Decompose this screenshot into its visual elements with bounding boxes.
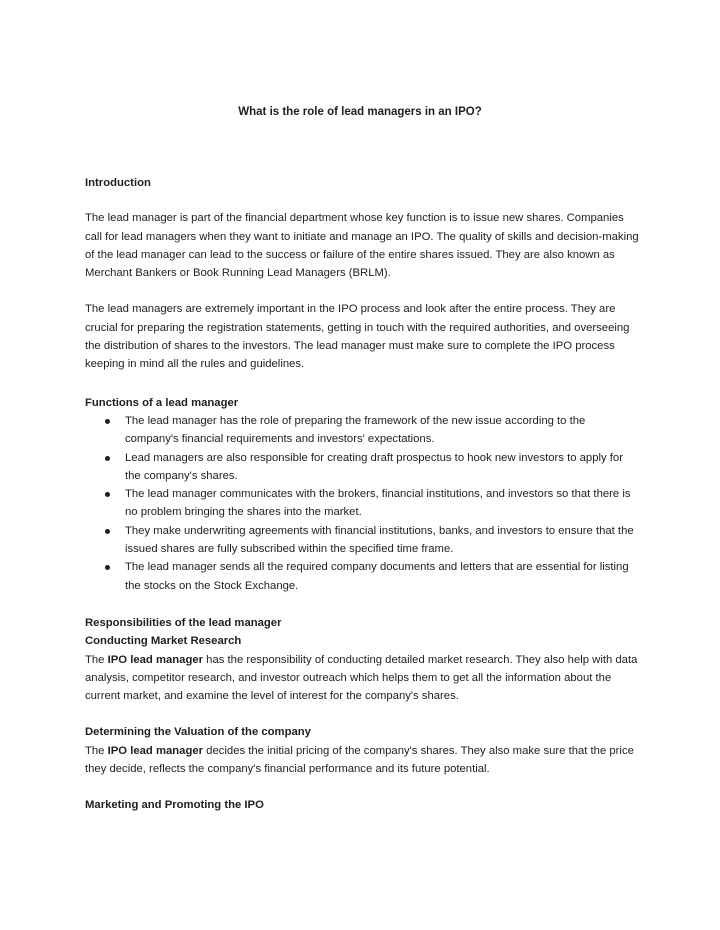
bullet-icon bbox=[105, 529, 110, 534]
functions-heading: Functions of a lead manager bbox=[85, 396, 239, 409]
valuation-rest: decides the initial pricing of the company's shares. They also make sure that the price they decide, reflects the company's financial performance and its future potential. bbox=[85, 744, 634, 776]
valuation-prefix: The bbox=[85, 744, 108, 757]
bullet-icon bbox=[105, 565, 110, 570]
page-title: What is the role of lead managers in an IPO? bbox=[238, 106, 482, 118]
document-body bbox=[85, 174, 640, 815]
responsibilities-heading: Responsibilities of the lead manager bbox=[85, 616, 282, 629]
marketing-heading: Marketing and Promoting the IPO bbox=[85, 799, 264, 812]
list-item bbox=[85, 558, 640, 595]
introduction-paragraph-1: The lead manager is part of the financial department whose key function is to issue new shares. Companies call for lead managers when they want to initiate and manage an IPO. The quality of skills and decision-making of the lead manager can lead to the success or failure of the entire shares issued. They are also known as Merchant Bankers or Book Running Lead Managers (BRLM). bbox=[85, 212, 639, 280]
valuation-heading: Determining the Valuation of the company bbox=[85, 726, 311, 739]
introduction-paragraph-2: The lead managers are extremely important in the IPO process and look after the entire process. They are crucial for preparing the registration statements, getting in touch with the required authorities, and overseeing the distribution of shares to the investors. The lead manager must make sure to complete the IPO process keeping in mind all the rules and guidelines. bbox=[85, 303, 630, 371]
bullet-icon bbox=[105, 456, 110, 461]
bullet-icon bbox=[105, 492, 110, 497]
functions-list bbox=[85, 412, 640, 595]
list-item-text: The lead manager has the role of preparing the framework of the new issue according to the company's financial requirements and investors' expectations. bbox=[125, 414, 586, 446]
list-item-text: The lead manager sends all the required company documents and letters that are essential for listing the stocks on the Stock Exchange. bbox=[125, 561, 629, 592]
market-research-prefix: The bbox=[85, 653, 108, 666]
list-item bbox=[85, 485, 640, 522]
bullet-icon bbox=[105, 419, 110, 424]
list-item bbox=[85, 412, 640, 449]
list-item bbox=[85, 522, 640, 559]
introduction-heading: Introduction bbox=[85, 177, 151, 189]
market-research-heading: Conducting Market Research bbox=[85, 635, 242, 648]
valuation-bold: IPO lead manager bbox=[107, 744, 204, 757]
list-item bbox=[85, 449, 640, 486]
list-item-text: The lead manager communicates with the brokers, financial institutions, and investors so that there is no problem bringing the shares into the market. bbox=[125, 488, 631, 519]
valuation-paragraph bbox=[85, 742, 640, 779]
market-research-rest: has the responsibility of conducting detailed market research. They also help with data analysis, competitor research, and investor outreach which helps them to get all the information about the current market, and examine the level of interest for the company's shares. bbox=[85, 653, 638, 703]
market-research-paragraph bbox=[85, 651, 640, 706]
list-item-text: They make underwriting agreements with financial institutions, banks, and investors to ensure that the issued shares are fully subscribed within the specified time frame. bbox=[125, 524, 634, 556]
list-item-text: Lead managers are also responsible for creating draft prospectus to hook new investors to apply for the company's shares. bbox=[125, 451, 623, 482]
market-research-bold: IPO lead manager bbox=[107, 653, 204, 666]
